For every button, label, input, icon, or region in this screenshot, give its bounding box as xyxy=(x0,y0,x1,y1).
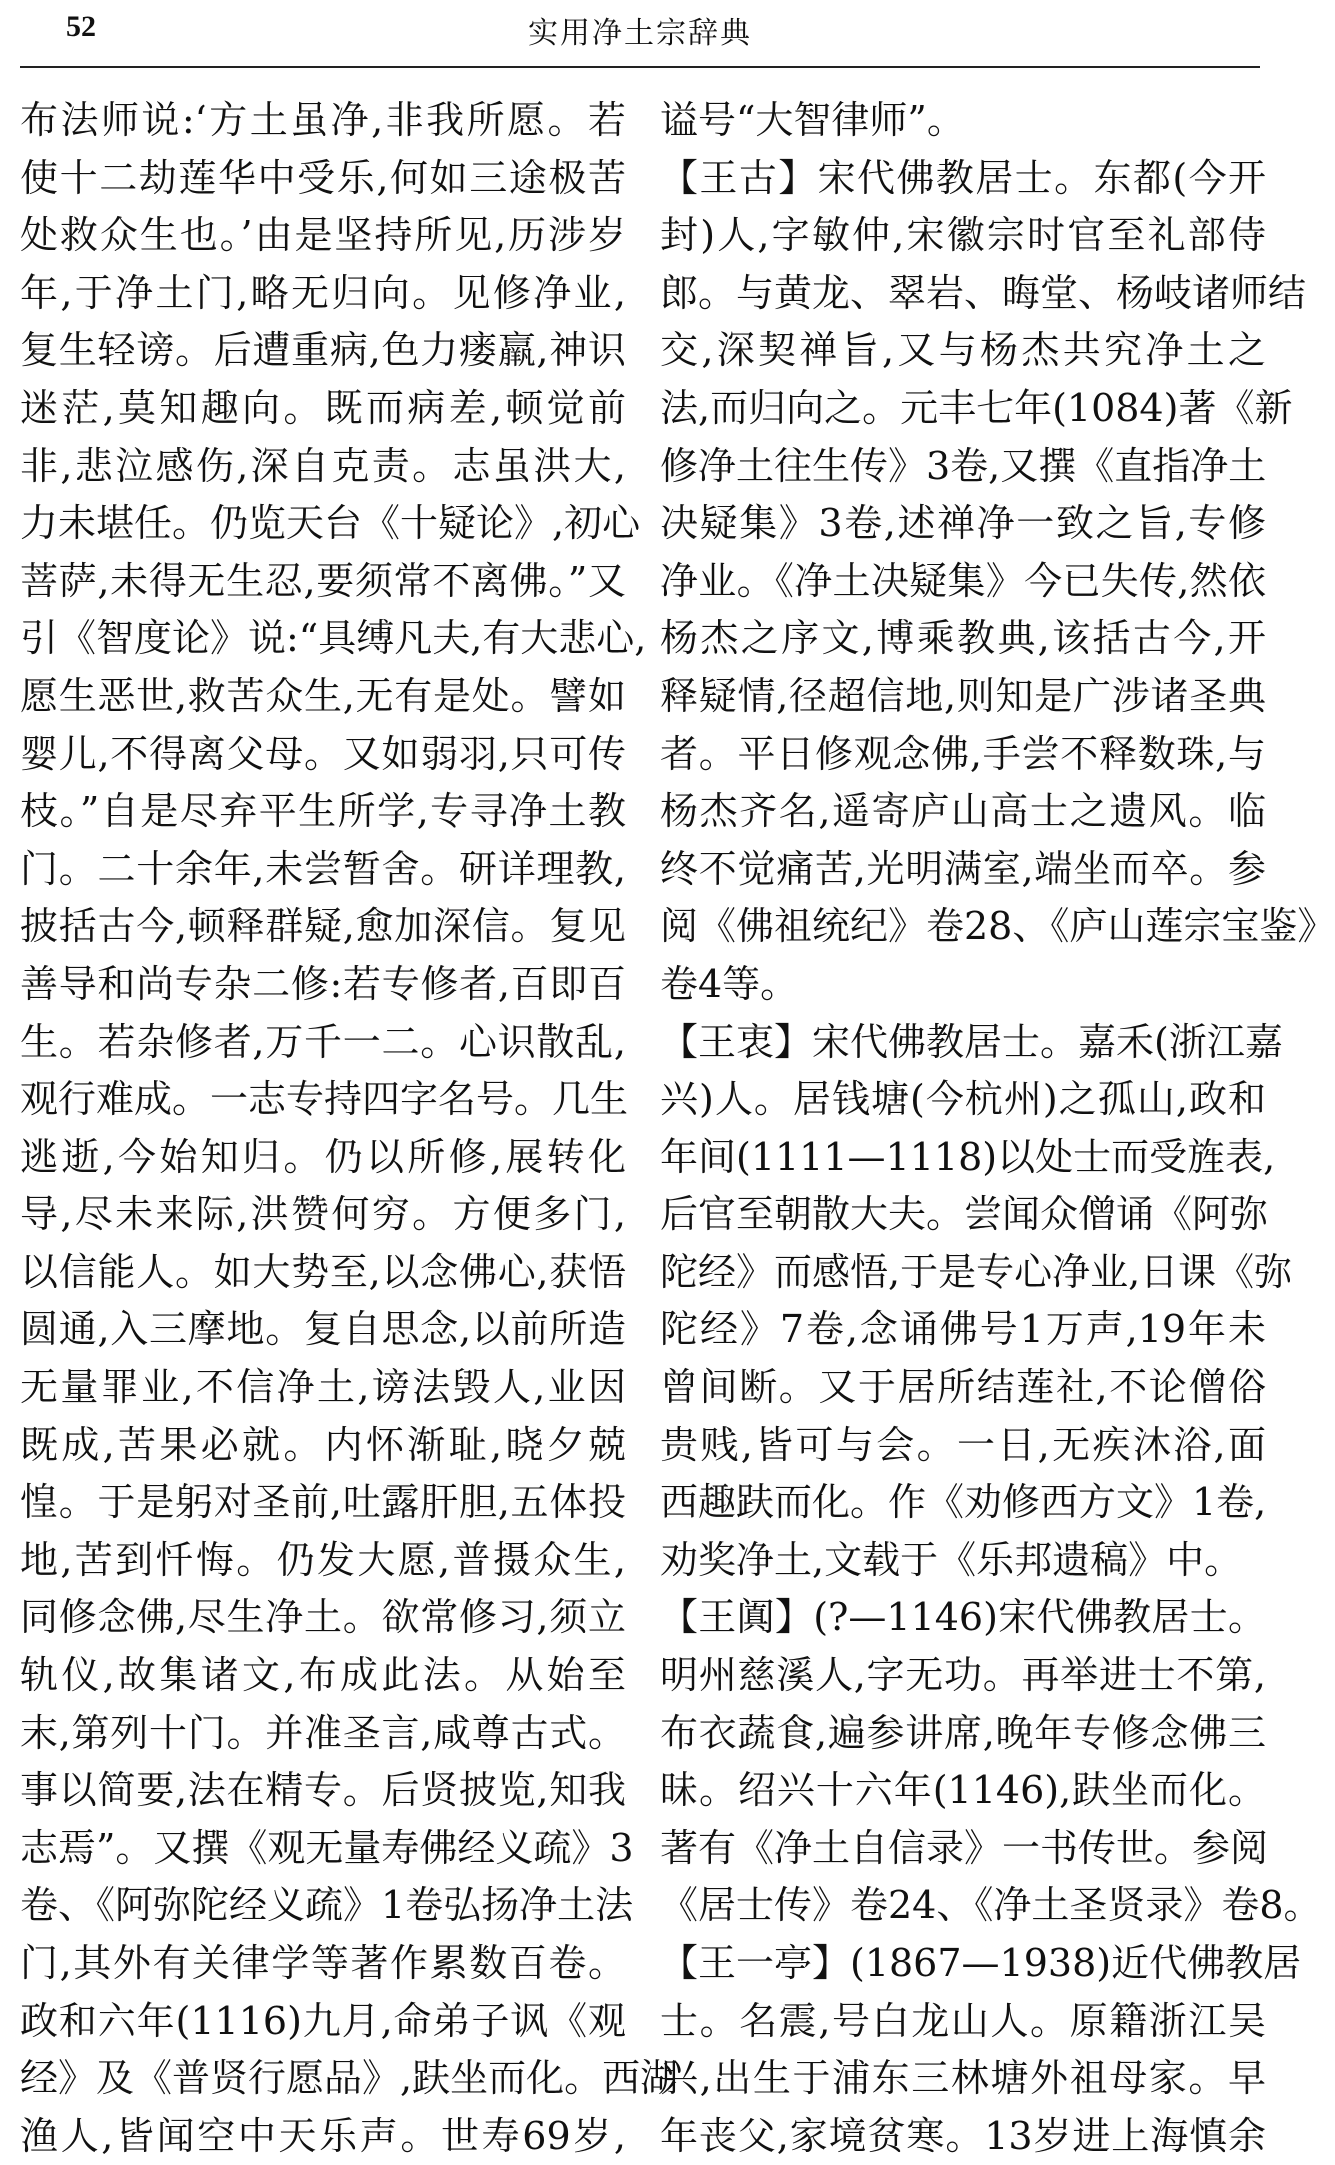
text-line: 终不觉痛苦,光明满室,端坐而卒。参 xyxy=(660,846,1266,891)
text-line: 【王衷】宋代佛教居士。嘉禾(浙江嘉 xyxy=(660,1019,1283,1064)
text-line: 封)人,字敏仲,宋徽宗时官至礼部侍 xyxy=(660,213,1266,258)
text-line: 者。平日修观念佛,手尝不释数珠,与 xyxy=(660,731,1266,776)
text-line: 谥号“大智律师”。 xyxy=(660,98,965,142)
text-line: 以信能人。如大势至,以念佛心,获悟 xyxy=(20,1249,626,1294)
running-title: 实用净土宗辞典 xyxy=(528,16,752,51)
text-line: 政和六年(1116)九月,命弟子讽《观 xyxy=(20,1998,626,2043)
text-line: 昧。绍兴十六年(1146),趺坐而化。 xyxy=(660,1768,1266,1813)
text-line: 明州慈溪人,字无功。再举进士不第, xyxy=(660,1653,1266,1698)
text-line: 著有《净土自信录》一书传世。参阅 xyxy=(660,1825,1269,1870)
text-line: 阅《佛祖统纪》卷28、《庐山莲宗宝鉴》 xyxy=(660,904,1335,949)
text-line: 婴儿,不得离父母。又如弱羽,只可传 xyxy=(20,731,626,776)
text-line: 法,而归向之。元丰七年(1084)著《新 xyxy=(660,385,1293,430)
text-line: 圆通,入三摩地。复自思念,以前所造 xyxy=(20,1307,626,1352)
page-number: 52 xyxy=(66,10,96,43)
text-line: 导,尽未来际,洪赞何穷。方便多门, xyxy=(20,1192,626,1237)
text-line: 释疑情,径超信地,则知是广涉诸圣典 xyxy=(660,673,1266,718)
text-line: 力未堪任。仍览天台《十疑论》,初心 xyxy=(20,501,641,546)
text-line: 非,悲泣感伤,深自克责。志虽洪大, xyxy=(20,443,626,488)
text-line: 净业。《净土决疑集》今已失传,然依 xyxy=(660,558,1266,603)
text-line: 志焉”。又撰《观无量寿佛经义疏》3 xyxy=(20,1825,634,1870)
text-line: 【王阗】(?—1146)宋代佛教居士。 xyxy=(660,1595,1266,1640)
text-line: 【王古】宋代佛教居士。东都(今开 xyxy=(660,155,1266,200)
text-line: 兴,出生于浦东三林塘外祖母家。早 xyxy=(660,2056,1266,2101)
left-text-column xyxy=(20,92,679,2158)
text-line: 陀经》7卷,念诵佛号1万声,19年未 xyxy=(660,1307,1266,1352)
text-line: 无量罪业,不信净土,谤法毁人,业因 xyxy=(20,1365,626,1410)
text-line: 经》及《普贤行愿品》,趺坐而化。西湖 xyxy=(20,2056,679,2101)
text-line: 后官至朝散大夫。尝闻众僧诵《阿弥 xyxy=(660,1192,1269,1237)
text-line: 使十二劫莲华中受乐,何如三途极苦 xyxy=(20,155,626,200)
text-line: 愿生恶世,救苦众生,无有是处。譬如 xyxy=(20,673,626,718)
text-line: 卷4等。 xyxy=(660,961,799,1006)
text-line: 观行难成。一志专持四字名号。几生 xyxy=(20,1077,629,1122)
text-line: 事以简要,法在精专。后贤披览,知我 xyxy=(20,1768,626,1813)
page-header xyxy=(20,0,1260,68)
text-line: 交,深契禅旨,又与杨杰共究净土之 xyxy=(660,328,1266,373)
text-line: 引《智度论》说:“具缚凡夫,有大悲心, xyxy=(20,616,647,661)
text-line: 披括古今,顿释群疑,愈加深信。复见 xyxy=(20,904,626,949)
text-line: 兴)人。居钱塘(今杭州)之孤山,政和 xyxy=(660,1077,1266,1122)
text-line: 渔人,皆闻空中天乐声。世寿69岁, xyxy=(20,2113,626,2158)
text-line: 郎。与黄龙、翠岩、晦堂、杨岐诸师结 xyxy=(660,270,1307,315)
text-line: 卷、《阿弥陀经义疏》1卷弘扬净土法 xyxy=(20,1883,634,1928)
text-line: 决疑集》3卷,述禅净一致之旨,专修 xyxy=(660,501,1266,546)
text-line: 曾间断。又于居所结莲社,不论僧俗 xyxy=(660,1365,1266,1410)
text-line: 善导和尚专杂二修:若专修者,百即百 xyxy=(20,961,626,1006)
right-text-column xyxy=(660,92,1335,2158)
text-line: 贵贱,皆可与会。一日,无疾沐浴,面 xyxy=(660,1422,1266,1467)
text-line: 陀经》而感悟,于是专心净业,日课《弥 xyxy=(660,1249,1293,1294)
text-line: 处救众生也。’由是坚持所见,历涉岁 xyxy=(20,213,626,258)
text-line: 复生轻谤。后遭重病,色力瘘羸,神识 xyxy=(20,328,626,373)
text-line: 同修念佛,尽生净土。欲常修习,须立 xyxy=(20,1595,626,1640)
text-line: 士。名震,号白龙山人。原籍浙江吴 xyxy=(660,1998,1266,2043)
text-line: 年间(1111—1118)以处士而受旌表, xyxy=(660,1134,1276,1179)
text-line: 既成,苦果必就。内怀渐耻,晓夕兢 xyxy=(20,1422,626,1467)
text-line: 地,苦到忏悔。仍发大愿,普摄众生, xyxy=(20,1537,626,1582)
text-line: 年丧父,家境贫寒。13岁进上海慎余 xyxy=(660,2113,1266,2158)
text-line: 修净土往生传》3卷,又撰《直指净土 xyxy=(660,443,1267,488)
text-line: 门,其外有关律学等著作累数百卷。 xyxy=(20,1941,626,1985)
text-line: 年,于净土门,略无归向。见修净业, xyxy=(20,270,626,315)
text-line: 迷茫,莫知趣向。既而病差,顿觉前 xyxy=(20,385,626,430)
text-line: 布衣蔬食,遍参讲席,晚年专修念佛三 xyxy=(660,1710,1266,1755)
text-line: 轨仪,故集诸文,布成此法。从始至 xyxy=(20,1653,626,1698)
text-line: 惶。于是躬对圣前,吐露肝胆,五体投 xyxy=(20,1480,626,1525)
text-line: 布法师说:‘方土虽净,非我所愿。若 xyxy=(20,98,626,142)
text-line: 杨杰齐名,遥寄庐山高士之遗风。临 xyxy=(660,789,1266,834)
text-line: 杨杰之序文,博乘教典,该括古今,开 xyxy=(660,616,1266,661)
text-line: 《居士传》卷24、《净土圣贤录》卷8。 xyxy=(660,1883,1322,1928)
text-line: 菩萨,未得无生忍,要须常不离佛。”又 xyxy=(20,558,626,603)
text-line: 西趣趺而化。作《劝修西方文》1卷, xyxy=(660,1480,1267,1525)
text-line: 逃逝,今始知归。仍以所修,展转化 xyxy=(20,1134,626,1179)
text-line: 枝。”自是尽弃平生所学,专寻净土教 xyxy=(20,789,626,834)
text-line: 生。若杂修者,万千一二。心识散乱, xyxy=(20,1019,626,1064)
text-line: 【王一亭】(1867—1938)近代佛教居 xyxy=(660,1941,1302,1985)
text-line: 劝奖净土,文载于《乐邦遗稿》中。 xyxy=(660,1537,1243,1582)
text-line: 门。二十余年,未尝暂舍。研详理教, xyxy=(20,846,626,891)
text-line: 末,第列十门。并准圣言,咸尊古式。 xyxy=(20,1710,626,1755)
